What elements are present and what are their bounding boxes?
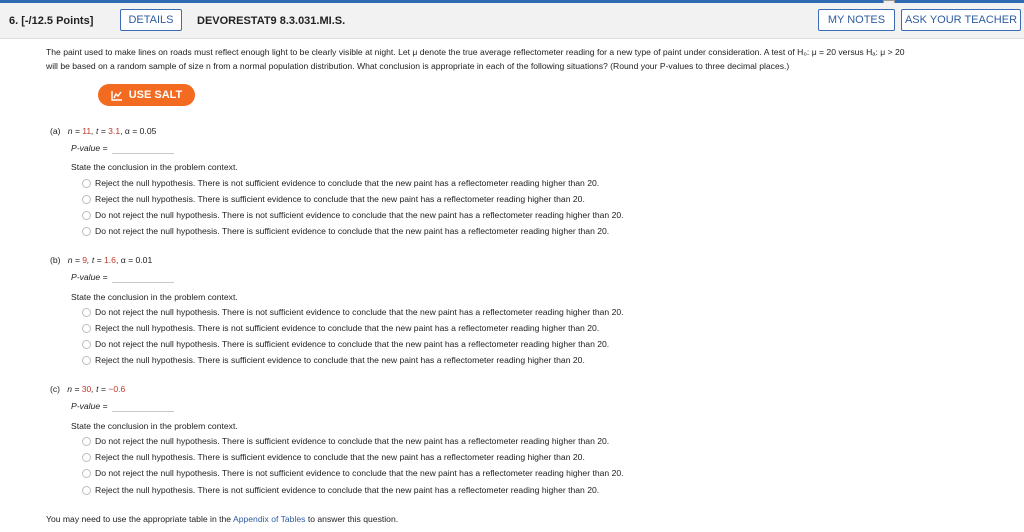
question-intro xyxy=(46,45,1016,73)
radio-button[interactable] xyxy=(82,195,91,204)
radio-button[interactable] xyxy=(82,308,91,317)
part-a-pvalue-input[interactable] xyxy=(112,141,174,154)
part-b-option-1[interactable]: Do not reject the null hypothesis. There is not sufficient evidence to conclude that the new paint has a reflectometer reading higher than 20. xyxy=(82,307,624,317)
use-salt-label: USE SALT xyxy=(128,89,183,101)
question-header xyxy=(0,3,1024,39)
part-c-pvalue-input[interactable] xyxy=(112,399,174,412)
use-salt-button[interactable] xyxy=(98,84,195,106)
part-c-pvalue-row: P-value = xyxy=(71,399,174,412)
part-c-state-label: State the conclusion in the problem context. xyxy=(71,421,238,431)
radio-button[interactable] xyxy=(82,453,91,462)
intro-line-1: The paint used to make lines on roads must reflect enough light to be clearly visible at night. Let μ denote the true average reflectometer reading for a new type of paint under consideration. A test of H₀: μ = 20 versus Hₐ: μ > 20 xyxy=(46,47,905,57)
radio-button[interactable] xyxy=(82,227,91,236)
part-b-option-2[interactable]: Reject the null hypothesis. There is not sufficient evidence to conclude that the new paint has a reflectometer reading higher than 20. xyxy=(82,323,599,333)
part-b-pvalue-input[interactable] xyxy=(112,270,174,283)
radio-button[interactable] xyxy=(82,486,91,495)
part-a-pvalue-row: P-value = xyxy=(71,141,174,154)
footer-note: You may need to use the appropriate table in the Appendix of Tables to answer this question. xyxy=(46,514,399,524)
part-b-pvalue-row: P-value = xyxy=(71,270,174,283)
part-c-t-value: −0.6 xyxy=(108,384,126,394)
radio-button[interactable] xyxy=(82,356,91,365)
part-a-header: (a) n = 11, t = 3.1, α = 0.05 xyxy=(50,126,157,136)
part-b-t-value: 1.6 xyxy=(104,255,116,265)
part-a-option-3[interactable]: Do not reject the null hypothesis. There is not sufficient evidence to conclude that the new paint has a reflectometer reading higher than 20. xyxy=(82,210,624,220)
radio-button[interactable] xyxy=(82,324,91,333)
part-b-option-4[interactable]: Reject the null hypothesis. There is sufficient evidence to conclude that the new paint has a reflectometer reading higher than 20. xyxy=(82,355,585,365)
appendix-of-tables-link[interactable]: Appendix of Tables xyxy=(232,514,306,524)
part-c-option-2[interactable]: Reject the null hypothesis. There is sufficient evidence to conclude that the new paint has a reflectometer reading higher than 20. xyxy=(82,452,585,462)
radio-button[interactable] xyxy=(82,179,91,188)
part-a-option-1[interactable]: Reject the null hypothesis. There is not sufficient evidence to conclude that the new paint has a reflectometer reading higher than 20. xyxy=(82,178,599,188)
radio-button[interactable] xyxy=(82,469,91,478)
question-code: DEVORESTAT9 8.3.031.MI.S. xyxy=(197,15,346,27)
part-a-option-2[interactable]: Reject the null hypothesis. There is sufficient evidence to conclude that the new paint has a reflectometer reading higher than 20. xyxy=(82,194,585,204)
part-b-state-label: State the conclusion in the problem context. xyxy=(71,292,238,302)
details-button[interactable]: DETAILS xyxy=(120,9,182,31)
part-a-t-value: 3.1 xyxy=(108,126,121,136)
part-c-n-value: 30 xyxy=(81,384,92,394)
my-notes-button[interactable]: MY NOTES xyxy=(818,9,895,31)
part-c-option-1[interactable]: Do not reject the null hypothesis. There is sufficient evidence to conclude that the new paint has a reflectometer reading higher than 20. xyxy=(82,436,609,446)
part-b-header: (b) n = 9, t = 1.6, α = 0.01 xyxy=(50,255,153,265)
question-number: 6. [-/12.5 Points] xyxy=(9,15,94,27)
part-a-state-label: State the conclusion in the problem context. xyxy=(71,162,238,172)
intro-line-2: will be based on a random sample of size n from a normal population distribution. What conclusion is appropriate in each of the following situations? (Round your P-values to three decimal places.) xyxy=(46,61,790,71)
part-c-option-3[interactable]: Do not reject the null hypothesis. There is not sufficient evidence to conclude that the new paint has a reflectometer reading higher than 20. xyxy=(82,468,624,478)
salt-chart-icon xyxy=(111,90,123,101)
radio-button[interactable] xyxy=(82,211,91,220)
part-c-header: (c) n = 30, t = −0.6 xyxy=(50,384,126,394)
part-c-option-4[interactable]: Reject the null hypothesis. There is not sufficient evidence to conclude that the new paint has a reflectometer reading higher than 20. xyxy=(82,485,599,495)
part-b-n-value: 9 xyxy=(82,255,88,265)
radio-button[interactable] xyxy=(82,437,91,446)
ask-your-teacher-button[interactable]: ASK YOUR TEACHER xyxy=(901,9,1021,31)
radio-button[interactable] xyxy=(82,340,91,349)
part-a-option-4[interactable]: Do not reject the null hypothesis. There is sufficient evidence to conclude that the new paint has a reflectometer reading higher than 20. xyxy=(82,226,609,236)
part-b-option-3[interactable]: Do not reject the null hypothesis. There is sufficient evidence to conclude that the new paint has a reflectometer reading higher than 20. xyxy=(82,339,609,349)
part-a-n-value: 11 xyxy=(82,126,92,136)
